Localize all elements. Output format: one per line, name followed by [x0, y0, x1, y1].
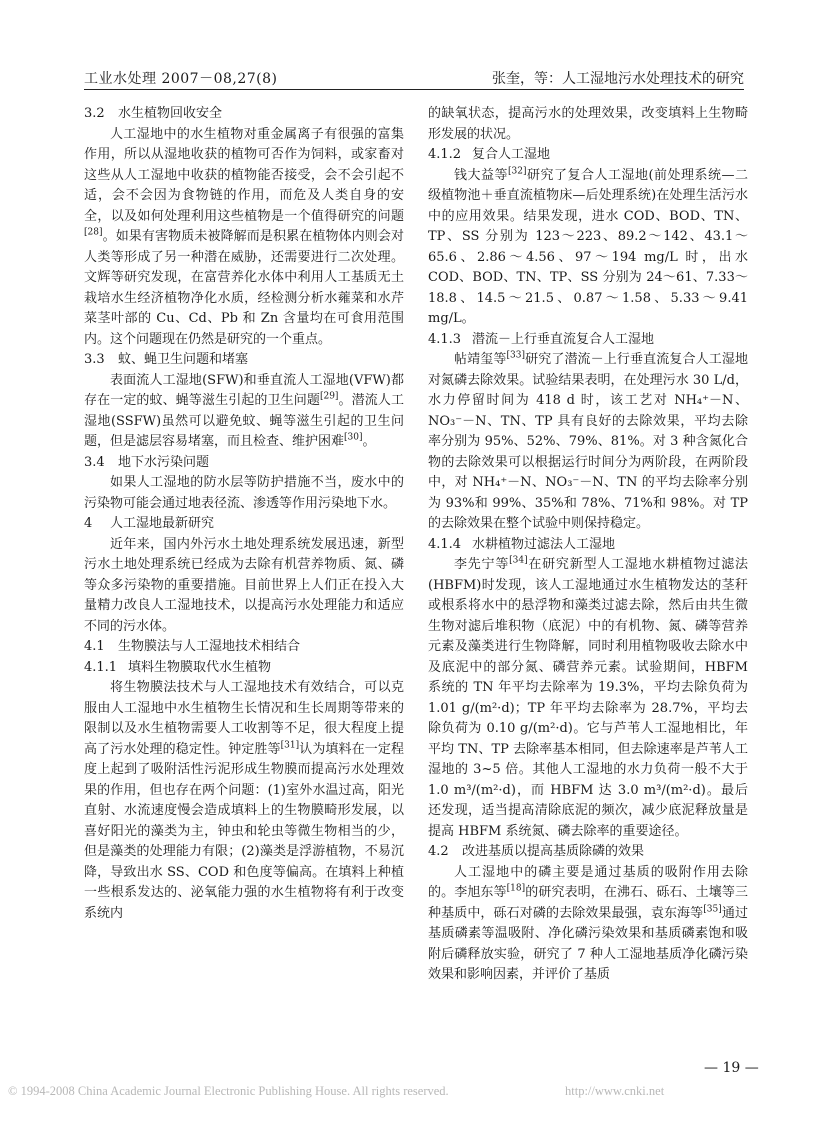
section-4-1-4-heading: 4.1.4 水耕植物过滤法人工湿地 — [428, 536, 616, 552]
section-3-3-heading: 3.3 蚊、蝇卫生问题和堵塞 — [84, 352, 249, 367]
section-4-1-3-heading: 4.1.3 潜流－上行垂直流复合人工湿地 — [428, 331, 655, 347]
citation: [35] — [703, 904, 722, 915]
section-4-1-3-paragraph: 帖靖玺等[33]研究了潜流－上行垂直流复合人工湿地对氮磷去除效果。试验结果表明，在处理污水 30 L/d，水力停留时间为 418 d 时，该工艺对 NH₄⁺－N、NO₃⁻－N、TN、TP 具有良好的去除效果，平均去除率分别为 95%、52%、79%、81%。对 3 种含氮化合物的去除效果可以根据运行时间分为两阶段，在两阶段中，对 NH₄⁺－N、NO₃⁻－N、TN 的平均去除率分别为 93%和 99%、35%和 78%、71%和 98%。对 TP 的去除效果在整个试验中则保持稳定。 — [428, 350, 748, 531]
citation: [29] — [319, 391, 339, 402]
section-4-2-paragraph: 人工湿地中的磷主要是通过基质的吸附作用去除的。李旭东等[18]的研究表明，在沸石、砾石、土壤等三种基质中，砾石对磷的去除效果最强，袁东海等[35]通过基质磷素等温吸附、净化磷污染效果和基质磷素饱和吸附后磷释放实验，研究了 7 种人工湿地基质净化磷污染效果和影响因素，并评价了基质 — [428, 864, 748, 982]
section-3-4-paragraph: 如果人工湿地的防水层等防护措施不当，废水中的污染物可能会通过地表径流、渗透等作用污染地下水。 — [84, 475, 404, 511]
citation: [33] — [506, 350, 525, 361]
right-column — [428, 104, 748, 986]
article-running-title: 张奎，等：人工湿地污水处理技术的研究 — [492, 71, 744, 87]
section-4-2-heading: 4.2 改进基质以提高基质除磷的效果 — [428, 844, 645, 859]
section-4-1-1-heading: 4.1.1 填料生物膜取代水生植物 — [84, 659, 272, 675]
left-column — [84, 104, 404, 924]
header-rule — [84, 89, 744, 90]
section-4-1-2-paragraph: 钱大益等[32]研究了复合人工湿地(前处理系统—二级植物池＋垂直流植物床—后处理系统)在处理生活污水中的应用效果。结果发现，进水 COD、BOD、TN、TP、SS 分别为 123～223、89.2～142、43.1～65.6、2.86～4.56、97～194 mg/L 时，出水 COD、BOD、TN、TP、SS 分别为 24～61、7.33～18.8、14.5～21.5、0.87～1.58、5.33～9.41 mg/L。 — [428, 166, 748, 326]
citation: [18] — [506, 883, 526, 894]
section-3-2-heading: 3.2 水生植物回收安全 — [84, 106, 223, 121]
section-4-paragraph: 近年来，国内外污水土地处理系统发展迅速，新型污水土地处理系统已经成为去除有机营养物质、氮、磷等众多污染物的重要措施。目前世界上人们正在投入大量精力改良人工湿地技术，以提高污水处理能力和适应不同的污水体。 — [84, 536, 404, 634]
citation: [30] — [344, 432, 363, 443]
section-3-2-paragraph: 人工湿地中的水生植物对重金属离子有很强的富集作用，所以从湿地收获的植物可否作为饲料，或家畜对这些从人工湿地中收获的植物能否接受，会不会引起不适，会不会因为食物链的作用，而危及人类自身的安全，以及如何处理利用这些植物是一个值得研究的问题[28]。如果有害物质未被降解而是积累在植物体内则会对人类等形成了另一种潜在威胁，还需要进行二次处理。文辉等研究发现，在富营养化水体中利用人工基质无土栽培水生经济植物净化水质，经检测分析水蕹菜和水芹菜茎叶部的 Cu、Cd、Pb 和 Zn 含量均在可食用范围内。这个问题现在仍然是研究的一个重点。 — [84, 126, 404, 347]
citation: [32] — [508, 166, 527, 177]
copyright-notice: © 1994-2008 China Academic Journal Electronic Publishing House. All rights reserved. — [8, 1084, 449, 1098]
citation: [34] — [509, 555, 528, 566]
section-4-1-1-paragraph: 将生物膜法技术与人工湿地技术有效结合，可以克服由人工湿地中水生植物生长情况和生长周期等带来的限制以及水生植物需要人工收割等不足，很大程度上提高了污水处理的稳定性。钟定胜等[31]认为填料在一定程度上起到了吸附活性污泥形成生物膜而提高污水处理效果的作用，但也存在两个问题：(1)室外水温过高，阳光直射、水流速度慢会造成填料上的生物膜畸形发展，以喜好阳光的藻类为主，钟虫和轮虫等微生物相当的少，但是藻类的处理能力有限；(2)藻类是浮游植物，不易沉降，导致出水 SS、COD 和色度等偏高。在填料上种植一些根系发达的、泌氧能力强的水生植物将有利于改变系统内 — [84, 680, 404, 921]
citation: [28] — [84, 227, 103, 238]
page-number: — 19 — — [704, 1060, 759, 1076]
section-4-heading: 4 人工湿地最新研究 — [84, 516, 215, 531]
continued-paragraph: 的缺氧状态，提高污水的处理效果，改变填料上生物畸形发展的状况。 — [428, 106, 748, 142]
running-header — [84, 64, 744, 90]
section-4-1-heading: 4.1 生物膜法与人工湿地技术相结合 — [84, 639, 301, 654]
journal-info: 工业水处理 2007－08,27(8) — [84, 71, 278, 87]
publisher-url: http://www.cnki.net — [565, 1084, 665, 1098]
section-3-3-paragraph: 表面流人工湿地(SFW)和垂直流人工湿地(VFW)都存在一定的蚊、蝇等滋生引起的卫生问题[29]。潜流人工湿地(SSFW)虽然可以避免蚊、蝇等滋生引起的卫生问题，但是滤层容易堵塞，而且检查、维护困难[30]。 — [84, 372, 404, 449]
section-4-1-2-heading: 4.1.2 复合人工湿地 — [428, 147, 551, 162]
citation: [31] — [280, 740, 300, 751]
section-4-1-4-paragraph: 李先宁等[34]在研究新型人工湿地水耕植物过滤法(HBFM)时发现，该人工湿地通过水生植物发达的茎秆或根系将水中的悬浮物和藻类过滤去除，然后由共生微生物对滤后堆积物（底泥）中的有机物、氮、磷等营养元素及藻类进行生物降解，同时利用植物吸收去除水中及底泥中的部分氮、磷营养元素。试验期间，HBFM 系统的 TN 年平均去除率为 19.3%，平均去除负荷为 1.01 g/(m²·d)；TP 年平均去除率为 28.7%，平均去除负荷为 0.10 g/(m²·d)。它与芦苇人工湿地相比，年平均 TN、TP 去除率基本相同，但去除速率是芦苇人工湿地的 3~5 倍。其他人工湿地的水力负荷一般不大于 1.0 m³/(m²·d)，而 HBFM 达 3.0 m³/(m²·d)。最后还发现，适当提高清除底泥的频次，减少底泥释放量是提高 HBFM 系统氮、磷去除率的重要途径。 — [428, 555, 748, 839]
section-3-4-heading: 3.4 地下水污染问题 — [84, 454, 210, 470]
